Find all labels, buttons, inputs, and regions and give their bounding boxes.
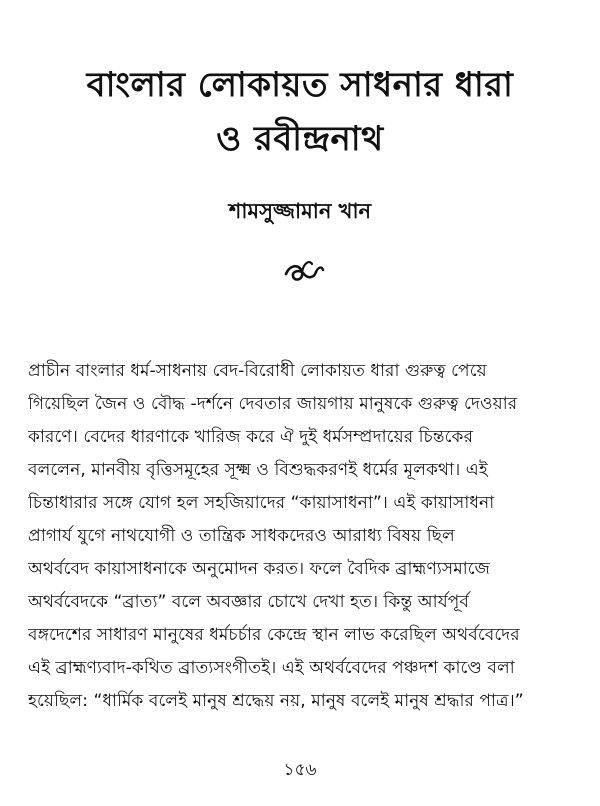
body-line: গিয়েছিল জৈন ও বৌদ্ধ -দর্শনে দেবতার জায়গায় মানুষকে গুরুত্ব দেওয়ার bbox=[28, 394, 518, 414]
body-line: প্রাচীন বাংলার ধর্ম-সাধনায় বেদ-বিরোধী লোকায়ত ধারা গুরুত্ব পেয়ে bbox=[28, 361, 487, 381]
body-line: কারণে। বেদের ধারণাকে খারিজ করে ঐ দুই ধর্মসম্প্রদায়ের চিন্তকের bbox=[28, 427, 474, 447]
body-paragraph bbox=[28, 355, 582, 735]
body-line: অথর্ববেদ কায়াসাধনাকে অনুমোদন করত। ফলে বৈদিক ব্রাহ্মণ্যসমাজে bbox=[28, 559, 491, 579]
body-line: চিন্তাধারার সঙ্গে যোগ হল সহজিয়াদের “কায়াসাধনা”। এই কায়াসাধনা bbox=[28, 493, 495, 513]
page-number: ১৫৬ bbox=[283, 760, 317, 780]
body-line: এই ব্রাহ্মণ্যবাদ-কথিত ব্রাত্যসংগীতই। এই অথর্ববেদের পঞ্চদশ কাণ্ডে বলা bbox=[28, 658, 515, 678]
scroll-flourish-icon bbox=[280, 252, 326, 292]
body-line: প্রাগার্য যুগে নাথযোগী ও তান্ত্রিক সাধকদেরও আরাধ্য বিষয় ছিল bbox=[28, 526, 455, 546]
chapter-title-line-1: বাংলার লোকায়ত সাধনার ধারা bbox=[86, 65, 514, 105]
author-name: শামসুজ্জামান খান bbox=[228, 199, 372, 223]
body-line: বঙ্গদেশের সাধারণ মানুষের ধর্মচর্চার কেন্দ্রে স্থান লাভ করেছিল অথর্ববেদের bbox=[28, 625, 520, 645]
chapter-title-line-2: ও রবীন্দ্রনাথ bbox=[216, 119, 384, 159]
body-line: হয়েছিল: “ধার্মিক বলেই মানুষ শ্রদ্ধেয় নয়, মানুষ বলেই মানুষ শ্রদ্ধার পাত্র।” bbox=[28, 691, 524, 711]
body-line: অথর্ববেদকে “ব্রাত্য” বলে অবজ্ঞার চোখে দেখা হত। কিন্তু আর্যপূর্ব bbox=[28, 592, 469, 612]
body-line: বললেন, মানবীয় বৃত্তিসমূহের সূক্ষ্ম ও বিশুদ্ধকরণই ধর্মের মূলকথা। এই bbox=[28, 460, 488, 480]
